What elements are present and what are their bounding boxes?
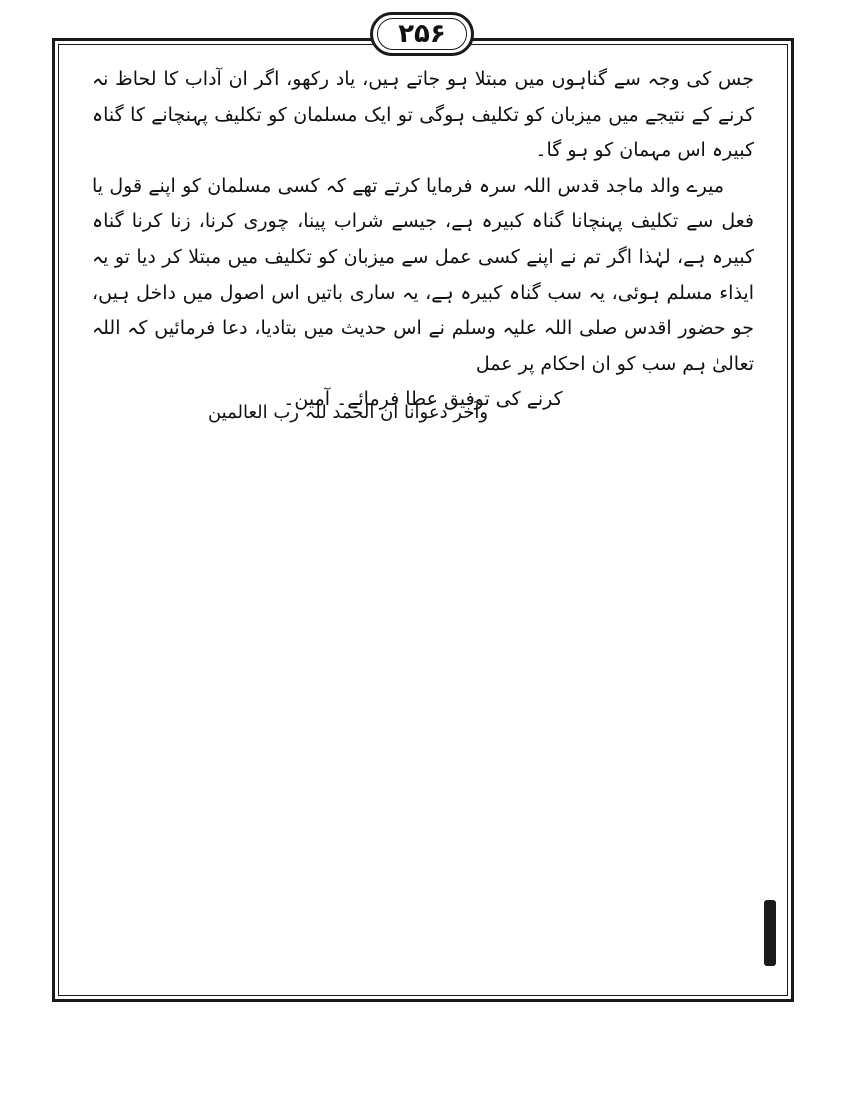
paragraph-2-last-line: کرنے کی توفیق عطا فرمائے۔ آمین۔ (283, 388, 563, 411)
margin-ink-mark (764, 900, 776, 966)
body-text (92, 62, 754, 418)
page-number-badge (370, 12, 474, 56)
paragraph-2: میرے والد ماجد قدس اللہ سرہ فرمایا کرتے تھے کہ کسی مسلمان کو اپنے قول یا فعل سے تکلیف پہنچانا گناہ کبیرہ ہے، جیسے شراب پینا، چوری کرنا، زنا کرنا گناہ کبیرہ ہے، لہٰذا اگر تم نے اپنے کسی عمل سے میزبان کو تکلیف میں مبتلا کر دیا تو یہ ایذاء مسلم ہوئی، یہ سب گناہ کبیرہ ہے، یہ ساری باتیں اس اصول میں داخل ہیں، جو حضور اقدس صلی اللہ علیہ وسلم نے اس حدیث میں بتادیا، دعا فرمائیں کہ اللہ تعالیٰ ہم سب کو ان احکام پر عمل (92, 174, 754, 375)
closing-dua: وآخر دعوانا ان الحمد للہ رب العالمین (207, 402, 489, 423)
page-number: ۲۵۶ (377, 18, 467, 50)
paragraph-1: جس کی وجہ سے گناہوں میں مبتلا ہو جاتے ہیں، یاد رکھو، اگر ان آداب کا لحاظ نہ کرنے کے نتیجے میں میزبان کو تکلیف ہوگی تو ایک مسلمان کو تکلیف پہنچانے کا گناہ کبیرہ اس مہمان کو ہو گا۔ (92, 68, 754, 162)
